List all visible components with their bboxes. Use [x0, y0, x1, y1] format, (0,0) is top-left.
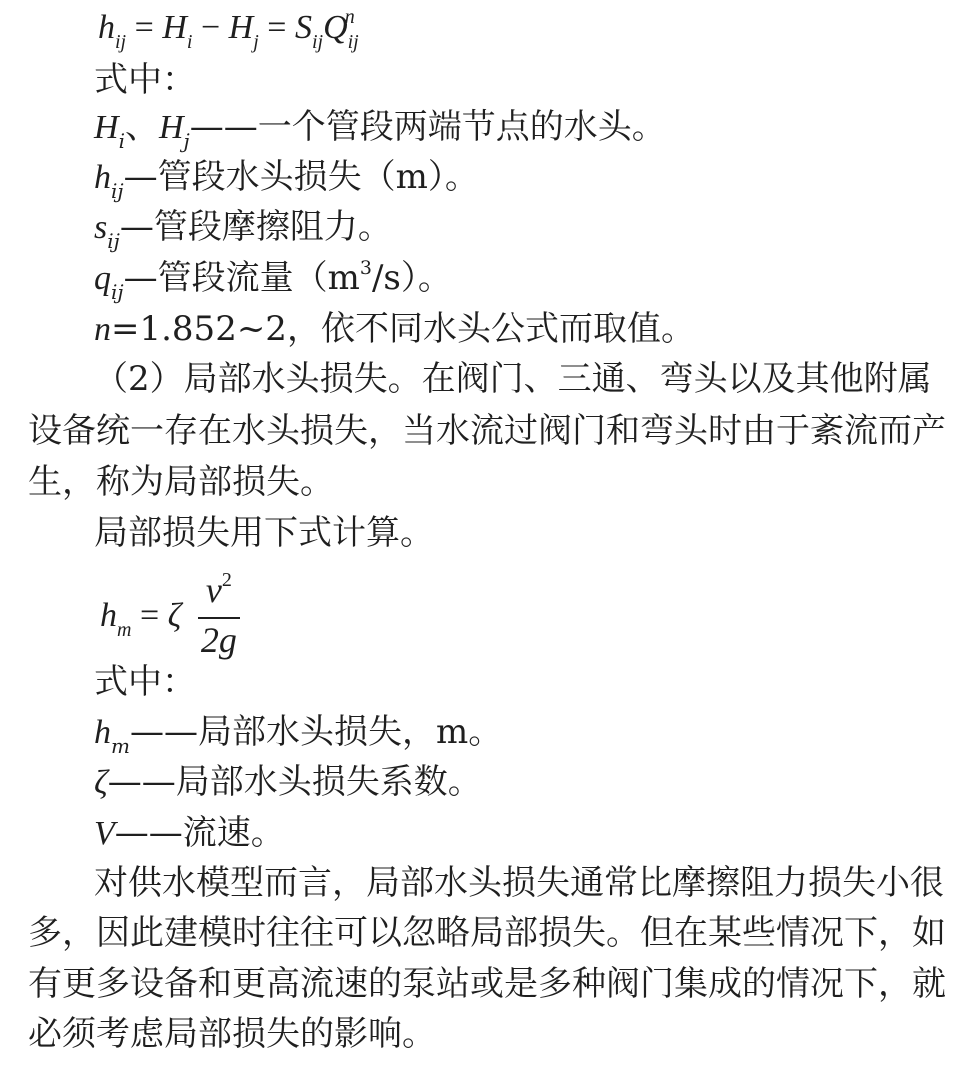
def-subscript: ij — [111, 179, 124, 203]
fraction-denominator: 2g — [200, 620, 237, 660]
paragraph-model-note-line: 有更多设备和更高流速的泵站或是多种阀门集成的情况下，就 — [28, 964, 946, 1004]
formula-fraction — [198, 571, 240, 659]
def-subscript: m — [111, 734, 130, 758]
formula-operator: = — [267, 9, 287, 46]
formula-symbol: ζ — [167, 596, 182, 634]
numerator-symbol: v — [205, 570, 222, 610]
def-symbol: q — [94, 260, 111, 297]
formula-operator: − — [200, 9, 221, 46]
def-text: ——局部水头损失，m。 — [129, 712, 503, 752]
paragraph-model-note-line: 必须考虑局部损失的影响。 — [28, 1014, 436, 1054]
formula-subscript: j — [253, 31, 259, 53]
def-symbol: ζ — [94, 764, 108, 801]
paragraph-model-note-line: 多，因此建模时往往可以忽略局部损失。但在某些情况下，如 — [28, 913, 946, 953]
def-superscript: 3 — [359, 257, 372, 279]
def-symbol: s — [94, 209, 108, 246]
def-text: —管段摩擦阻力。 — [119, 207, 392, 247]
paragraph-model-note-line: 对供水模型而言，局部水头损失通常比摩擦阻力损失小很 — [94, 863, 944, 903]
formula-subscript: ij — [347, 31, 359, 53]
fraction-bar — [198, 617, 240, 619]
where-label: 式中： — [94, 60, 196, 100]
def-text: ——流速。 — [114, 813, 285, 853]
formula-symbol: h — [98, 9, 115, 46]
where-label: 式中： — [94, 662, 196, 702]
def-symbol: n — [94, 311, 111, 348]
definition-exponent — [94, 309, 695, 350]
def-text: ——局部水头损失系数。 — [107, 762, 482, 802]
head-loss-formula — [98, 6, 359, 53]
def-subscript: ij — [107, 229, 120, 253]
formula-symbol: S — [294, 9, 312, 46]
def-symbol: h — [94, 159, 111, 196]
formula-subscript: m — [117, 618, 132, 641]
definition-velocity — [94, 813, 285, 854]
formula-symbol: H — [228, 9, 254, 46]
def-separator: 、 — [124, 107, 159, 147]
formula-operator: = — [139, 596, 160, 634]
formula-subscript: ij — [311, 31, 324, 53]
def-symbol: H — [94, 109, 119, 146]
def-symbol: h — [94, 714, 111, 751]
formula-symbol: h — [100, 596, 117, 634]
formula-operator: = — [134, 9, 154, 46]
def-text: /s）。 — [371, 258, 452, 298]
definition-loss-coefficient — [94, 762, 482, 803]
def-text: —管段流量（m — [123, 258, 360, 298]
definition-local-head-loss — [94, 712, 502, 756]
local-loss-formula — [100, 569, 240, 664]
fraction-numerator — [198, 571, 240, 615]
formula-symbol: Q — [323, 9, 348, 46]
definition-friction-resistance — [94, 207, 392, 251]
formula-superscript: n — [344, 6, 355, 28]
def-text: ——一个管段两端节点的水头。 — [189, 107, 666, 147]
paragraph-formula-intro: 局部损失用下式计算。 — [94, 513, 434, 553]
definition-node-heads — [94, 107, 666, 151]
def-subscript: i — [118, 129, 125, 153]
definition-pipe-flow — [94, 258, 452, 303]
def-symbol: H — [158, 109, 184, 146]
def-text: =1.852~2，依不同水头公式而取值。 — [111, 309, 695, 349]
formula-subscript: i — [186, 31, 193, 53]
def-subscript: j — [183, 129, 190, 153]
formula-symbol: H — [162, 9, 187, 46]
formula-subscript: ij — [115, 31, 127, 53]
paragraph-local-loss-line: （2）局部水头损失。在阀门、三通、弯头以及其他附属 — [94, 359, 932, 399]
definition-pipe-head-loss — [94, 157, 479, 201]
def-symbol: V — [94, 815, 115, 852]
numerator-superscript: 2 — [221, 569, 232, 591]
paragraph-local-loss-line: 生，称为局部损失。 — [28, 462, 334, 502]
def-text: —管段水头损失（m）。 — [123, 157, 479, 197]
def-subscript: ij — [111, 280, 124, 304]
paragraph-local-loss-line: 设备统一存在水头损失，当水流过阀门和弯头时由于紊流而产 — [28, 411, 946, 451]
